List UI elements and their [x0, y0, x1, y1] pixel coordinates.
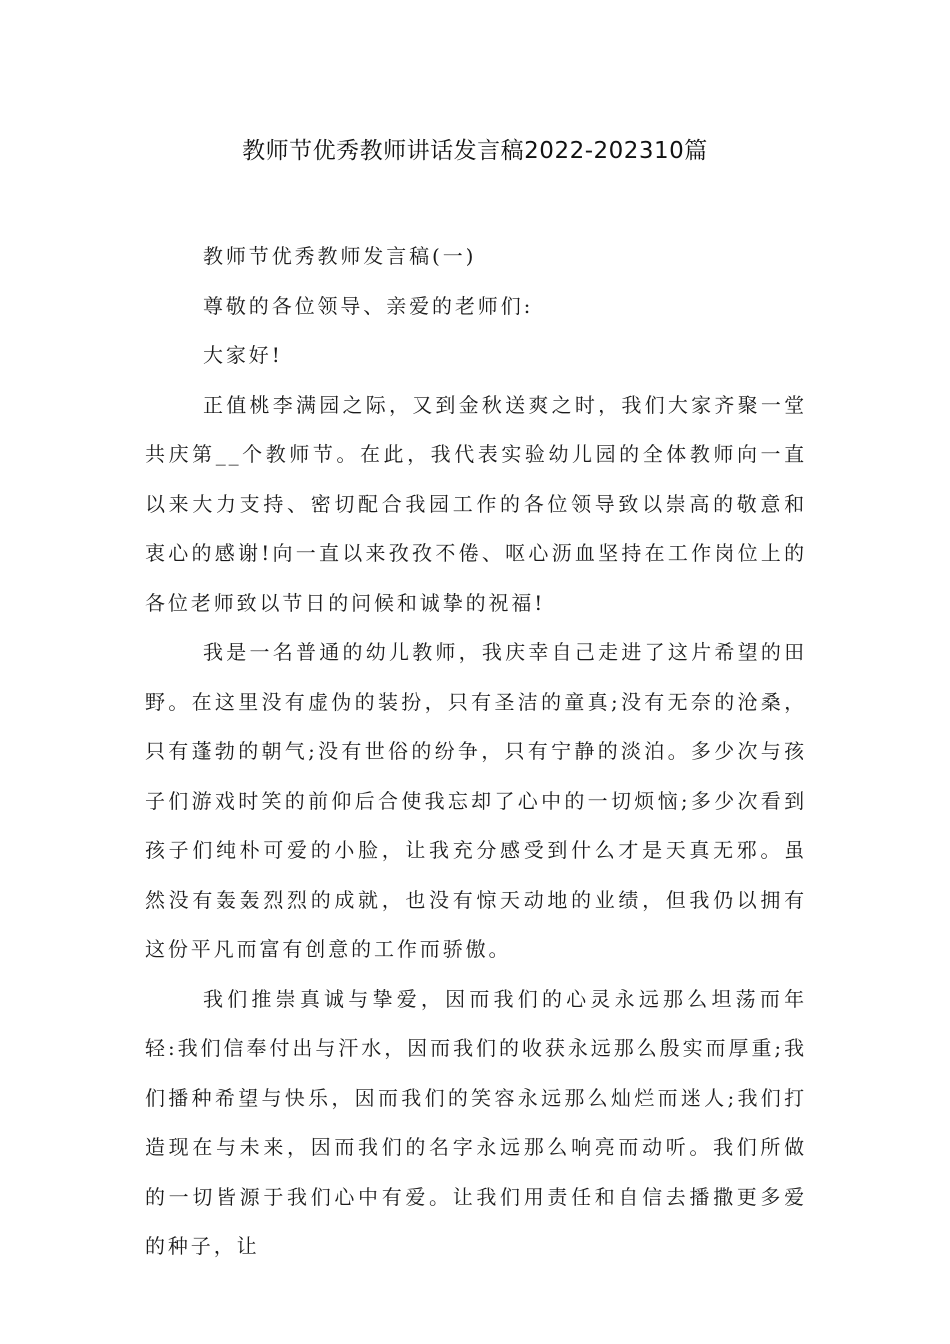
paragraph-salutation: 尊敬的各位领导、亲爱的老师们:: [203, 293, 534, 318]
paragraph-self-intro: 我是一名普通的幼儿教师，我庆幸自己走进了这片希望的田野。在这里没有虚伪的装扮，只有圣洁的童真;没有无奈的沧桑，只有蓬勃的朝气;没有世俗的纷争，只有宁静的淡泊。多少次与孩子们游戏时笑的前仰后合使我忘却了心中的一切烦恼;多少次看到孩子们纯朴可爱的小脸，让我充分感受到什么才是天真无邪。虽然没有轰轰烈烈的成就，也没有惊天动地的业绩，但我仍以拥有这份平凡而富有创意的工作而骄傲。: [145, 640, 807, 961]
paragraph-belief: 我们推崇真诚与挚爱，因而我们的心灵永远那么坦荡而年轻:我们信奉付出与汗水，因而我们的收获永远那么殷实而厚重;我们播种希望与快乐，因而我们的笑容永远那么灿烂而迷人;我们打造现在与未来，因而我们的名字永远那么响亮而动听。我们所做的一切皆源于我们心中有爱。让我们用责任和自信去播撒更多爱的种子，让: [145, 986, 807, 1258]
paragraph-heading: 教师节优秀教师发言稿(一): [203, 244, 477, 268]
document-title: 教师节优秀教师讲话发言稿2022-202310篇: [242, 138, 708, 164]
document-body: [145, 232, 807, 1272]
paragraph-greeting: 大家好!: [203, 343, 283, 367]
paragraph-opening: 正值桃李满园之际，又到金秋送爽之时，我们大家齐聚一堂共庆第__个教师节。在此，我代表实验幼儿园的全体教师向一直以来大力支持、密切配合我园工作的各位领导致以崇高的敬意和衷心的感谢!向一直以来孜孜不倦、呕心沥血坚持在工作岗位上的各位老师致以节日的问候和诚挚的祝福!: [145, 392, 807, 615]
